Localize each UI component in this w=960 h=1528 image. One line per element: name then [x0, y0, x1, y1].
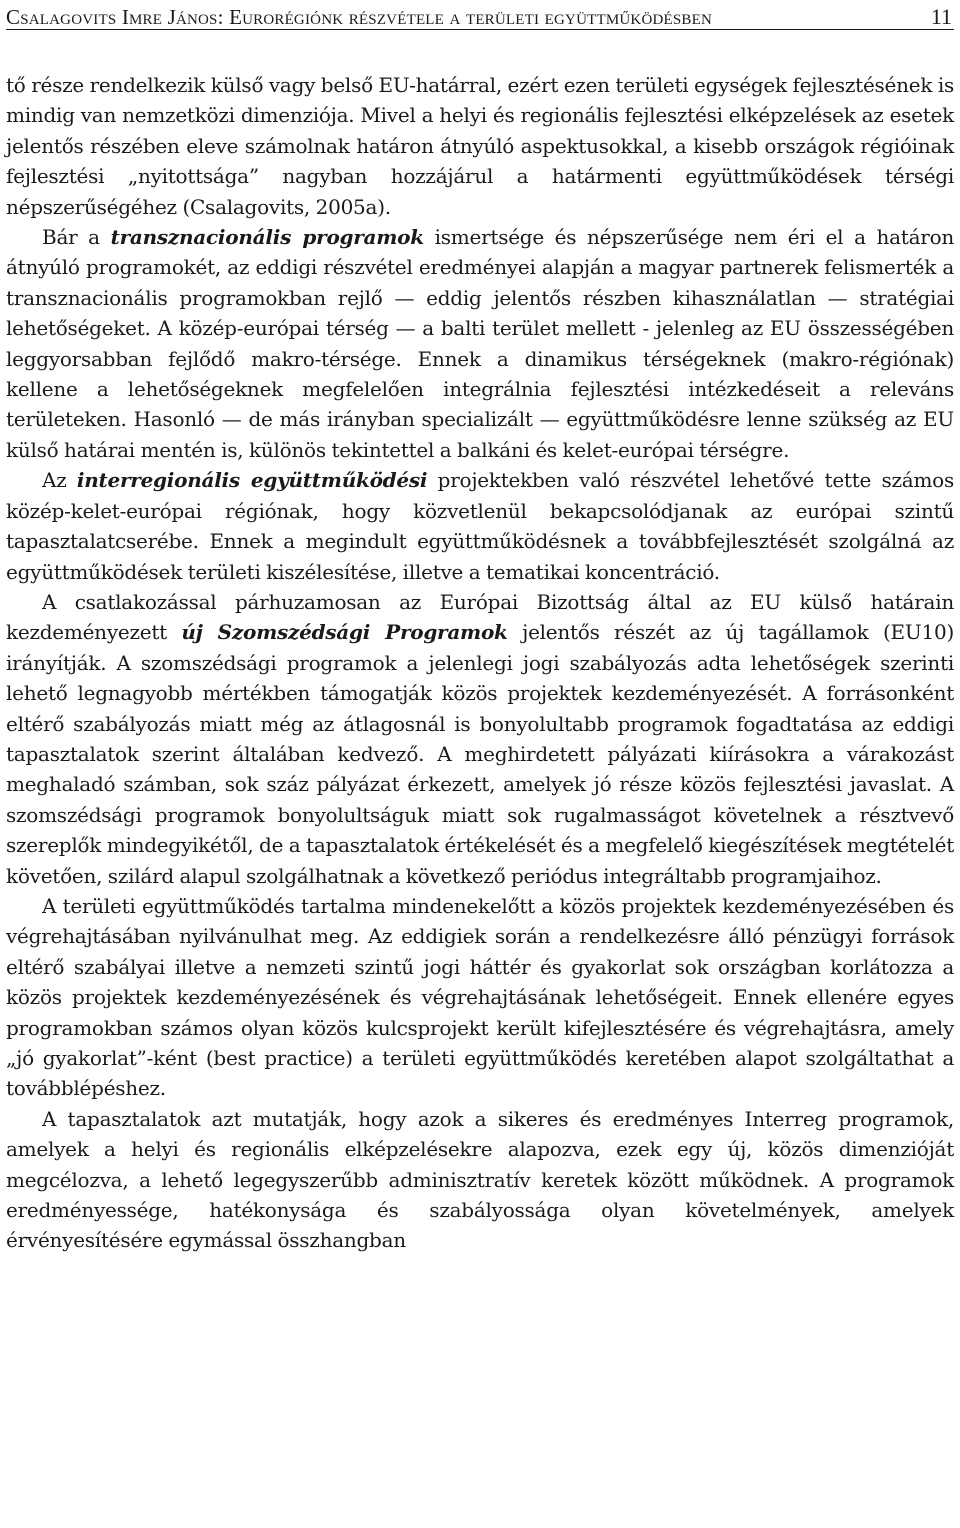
paragraph-transnational	[6, 222, 954, 465]
text-run: A tapasztalatok azt mutatják, hogy azok a sikeres és eredményes Interreg programok, amelyek a helyi és regionális elképzelésekre alapozva, ezek egy új, közös dimenzióját megcélozva, a lehető legegyszerűbb adminisztratív keretek között működnek. A programok eredményessége, hatékonysága és szabályossága olyan követelmények, amelyek érvényesítésére egymással összhangban	[6, 1106, 954, 1253]
paragraph-interregional	[6, 465, 954, 587]
emphasized-term: transznacionális programok	[110, 225, 424, 250]
text-run: tő része rendelkezik külső vagy belső EU-határral, ezért ezen területi egységek fejlesztésének is mindig van nemzetközi dimenziója. Mivel a helyi és regionális fejlesztési elképzelések az esetek jelentős részében eleve számolnak határon átnyúló aspektusokkal, a kisebb országok régióinak fejlesztési „nyitottsága” nagyban hozzájárul a határmenti együttműködések térségi népszerűségéhez (Csalagovits, 2005a).	[6, 73, 954, 219]
paragraph-continued	[6, 70, 954, 222]
text-run: A csatlakozással párhuzamosan az Európai Bizottság által az EU külső határain kezdeményezett	[6, 589, 954, 645]
running-title: Csalagovits Imre János: Eurorégiónk részvétele a területi együttműködésben	[6, 5, 713, 29]
running-header	[6, 0, 954, 30]
text-run: Bár a	[42, 225, 111, 250]
emphasized-term: új Szomszédsági Programok	[181, 620, 508, 645]
text-run: jelentős részét az új tagállamok (EU10) irányítják. A szomszédsági programok a jelenlegi jogi szabályozás adta lehetőségek szerinti lehető legnagyobb mértékben támogatják közös projektek kezdeményezését. A forrásonként eltérő szabályozás miatt még az átlagosnál is bonyolultabb programok fogadtatása az eddigi tapasztalatok szerint általában kedvező. A meghirdetett pályázati kiírásokra a várakozást meghaladó számban, sok száz pályázat érkezett, amelyek jó része közös fejlesztési javaslat. A szomszédsági programok bonyolultságuk miatt sok rugalmasságot követelnek a résztvevő szereplők mindegyikétől, de a tapasztalatok értékelését és a megfelelő kiegészítések megtételét követően, szilárd alapul szolgálhatnak a következő periódus integráltabb programjaihoz.	[6, 620, 954, 888]
paragraph-cooperation-content	[6, 891, 954, 1104]
paragraph-experiences	[6, 1104, 954, 1256]
page-number: 11	[930, 4, 952, 29]
body-text	[6, 70, 954, 1256]
text-run: A területi együttműködés tartalma mindenekelőtt a közös projektek kezdeményezésében és végrehajtásában nyilvánulhat meg. Az eddigiek során a rendelkezésre álló pénzügyi források eltérő szabályai illetve a nemzeti szintű jogi háttér és gyakorlat sok országban korlátozza a közös projektek kezdeményezésének és végrehajtásának lehetőségeit. Ennek ellenére egyes programokban számos olyan közös kulcsprojekt került kifejlesztésére és végrehajtásra, amely „jó gyakorlat”-ként (best practice) a területi együttműködés keretében alapot szolgáltathat a továbblépéshez.	[6, 893, 954, 1101]
text-run: projektekben való részvétel lehetővé tette számos közép-kelet-európai régiónak, hogy közvetlenül bekapcsolódjanak az európai szintű tapasztalatcserébe. Ennek a megindult együttműködésnek a továbbfejlesztését szolgálná az együttműködések területi kiszélesítése, illetve a tematikai koncentráció.	[6, 468, 954, 584]
emphasized-term: interregionális együttműködési	[76, 468, 428, 493]
text-run: Az	[42, 468, 77, 493]
paragraph-neighbourhood	[6, 587, 954, 891]
text-run: ismertsége és népszerűsége nem éri el a határon átnyúló programokét, az eddigi részvétel eredményei alapján a magyar partnerek felismerték a transznacionális programokban rejlő — eddig jelentős részben kihasználatlan — stratégiai lehetőségeket. A közép-európai térség — a balti terület mellett - jelenleg az EU összességében leggyorsabban fejlődő makro-térsége. Ennek a dinamikus térségeknek (makro-régiónak) kellene a lehetőségeknek megfelelően integrálnia fejlesztési intézkedéseit a releváns területeken. Hasonló — de más irányban specializált — együttműködésre lenne szükség az EU külső határai mentén is, különös tekintettel a balkáni és kelet-európai térségre.	[6, 225, 954, 462]
